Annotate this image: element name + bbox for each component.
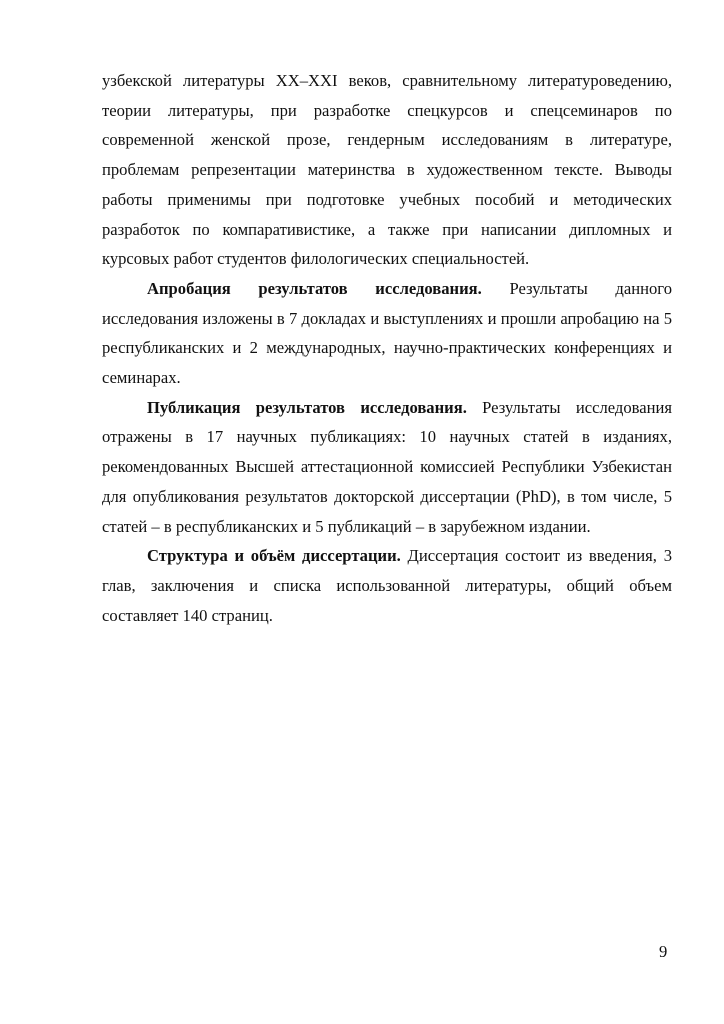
publication-heading: Публикация результатов исследования. [147, 397, 467, 417]
structure-text: Диссертация состоит из введения, 3 глав, заключения и списка использованной литературы, общий объем составляет 140 страниц. [102, 546, 672, 625]
paragraph-continuation [102, 66, 672, 274]
paragraph-structure [102, 541, 672, 630]
paragraph-approbation [102, 274, 672, 393]
page-number: 9 [659, 942, 668, 961]
structure-heading: Структура и объём диссертации. [147, 546, 401, 566]
paragraph-continuation-text: узбекской литературы XX–XXI веков, сравнительному литературоведению, теории литературы, при разработке спецкурсов и спецсеминаров по современной женской прозе, гендерным исследованиям в литературе, проблемам репрезентации материнства в художественном тексте. Выводы работы применимы при подготовке учебных пособий и методических разработок по компаративистике, а также при написании дипломных и курсовых работ студентов филологических специальностей. [102, 71, 672, 269]
publication-text: Результаты исследования отражены в 17 научных публикациях: 10 научных статей в изданиях, рекомендованных Высшей аттестационной комиссией Республики Узбекистан для опубликования результатов докторской диссертации (PhD), в том числе, 5 статей – в республиканских и 5 публикаций – в зарубежном издании. [102, 397, 672, 536]
approbation-heading: Апробация результатов исследования. [147, 278, 482, 298]
approbation-text: Результаты данного исследования изложены в 7 докладах и выступлениях и прошли апробацию на 5 республиканских и 2 международных, научно-практических конференциях и семинарах. [102, 278, 672, 388]
document-body [102, 66, 672, 630]
paragraph-publication [102, 393, 672, 542]
